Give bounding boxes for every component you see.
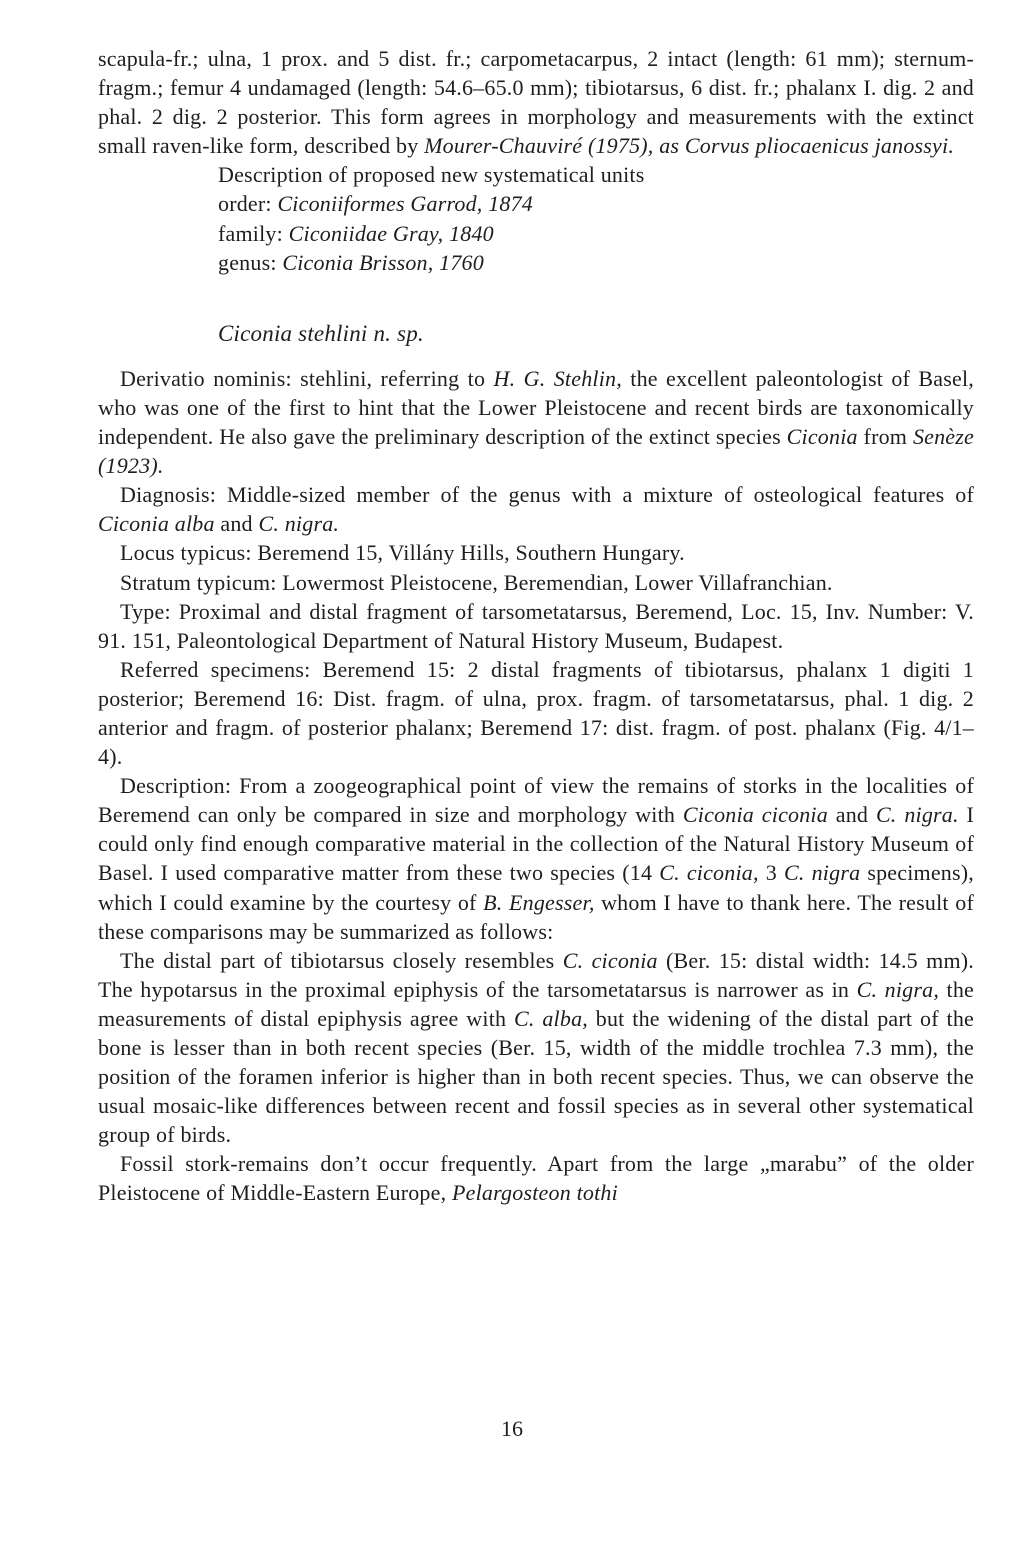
paragraph-intro	[98, 44, 974, 160]
text-run: but the widening of the distal part of the bone is lesser than in both recent species (Ber. 15, width of the middle trochlea 7.3 mm), the position of the foramen inferior is higher than in both recent species. Thus, we can observe the usual mosaic-like differences between recent and fossil species as in several other systematical group of birds.	[98, 1005, 974, 1148]
paragraph-distal	[98, 946, 974, 1150]
italic-run: Ciconia ciconia	[682, 802, 828, 828]
paragraph-stratum	[98, 568, 974, 597]
italic-run: C. nigra.	[258, 511, 340, 537]
systematics-block	[98, 160, 974, 276]
text-run: the measurements of distal epiphysis agree with	[98, 976, 974, 1031]
italic-run: C. ciconia,	[659, 860, 759, 886]
paragraph-fossil	[98, 1149, 974, 1207]
text-run: whom I have to thank here. The result of these comparisons may be summarized as follows:	[98, 889, 975, 944]
text-run: from	[857, 424, 913, 450]
species-heading: Ciconia stehlini n. sp.	[218, 320, 424, 346]
order-value: Ciconiiformes Garrod, 1874	[277, 191, 533, 217]
paragraph-type	[98, 597, 974, 655]
text-run: Locus typicus: Beremend 15, Villány Hills, Southern Hungary.	[120, 540, 685, 566]
systematics-heading: Description of proposed new systematical units	[218, 162, 645, 188]
text-run: Fossil stork-remains don’t occur frequently. Apart from the large „marabu” of the older Pleistocene of Middle-Eastern Europe,	[98, 1151, 974, 1206]
italic-run: C. nigra,	[856, 976, 940, 1002]
text-run: Description: From a zoogeographical point of view the remains of storks in the localities of Beremend can only be compared in size and morphology with	[98, 773, 974, 828]
genus-value: Ciconia Brisson, 1760	[282, 249, 484, 275]
systematics-order	[218, 189, 974, 218]
text-run: Referred specimens: Beremend 15: 2 distal fragments of tibiotarsus, phalanx 1 digiti 1 posterior; Beremend 16: Dist. fragm. of ulna, prox. fragm. of tarsometatarsus, phal. 1 dig. 2 anterior and fragm. of posterior phalanx; Beremend 17: dist. fragm. of post. phalanx (Fig. 4/1–4).	[98, 656, 974, 770]
italic-run: C. nigra.	[875, 802, 959, 828]
text-run: the excellent paleontologist of Basel, who was one of the first to hint that the Lower Pleistocene and recent birds are taxonomically independent. He also gave the preliminary description of the extinct species	[98, 365, 974, 450]
text-run: 3	[758, 860, 784, 886]
order-label: order:	[218, 191, 278, 217]
text-run: Derivatio nominis: stehlini, referring to	[120, 365, 494, 391]
italic-run: H. G. Stehlin,	[493, 365, 622, 391]
paragraph-referred	[98, 655, 974, 771]
italic-run: Pelargosteon tothi	[452, 1180, 618, 1206]
systematics-family	[218, 219, 974, 248]
italic-run: C. ciconia	[562, 947, 658, 973]
page-body	[98, 44, 974, 1208]
page-number: 16	[501, 1416, 523, 1441]
text-run: and	[214, 511, 259, 537]
text-run: Type: Proximal and distal fragment of tarsometatarsus, Beremend, Loc. 15, Inv. Number: V. 91. 151, Paleontological Department of Natural History Museum, Budapest.	[98, 598, 974, 653]
italic-run: C. nigra	[783, 860, 861, 886]
family-label: family:	[218, 220, 289, 246]
text-run: specimens), which I could examine by the courtesy of	[98, 860, 974, 915]
paragraph-description	[98, 771, 974, 946]
italic-run: Mourer-Chauviré (1975), as Corvus pliocaenicus janossyi.	[424, 133, 955, 159]
paragraph-diagnosis	[98, 480, 974, 538]
systematics-genus	[218, 248, 974, 277]
genus-label: genus:	[218, 249, 283, 275]
text-run: I could only find enough comparative material in the collection of the Natural History Museum of Basel. I used comparative matter from these two species (14	[98, 802, 975, 886]
paragraph-derivatio	[98, 364, 974, 480]
text-run: Stratum typicum: Lowermost Pleistocene, Beremendian, Lower Villafranchian.	[120, 569, 833, 595]
italic-run: C. alba,	[514, 1005, 588, 1031]
text-run: scapula-fr.; ulna, 1 prox. and 5 dist. fr.; carpometacarpus, 2 intact (length: 61 mm); sternum-fragm.; femur 4 undamaged (length: 54.6–65.0 mm); tibiotarsus, 6 dist. fr.; phalanx I. dig. 2 and phal. 2 dig. 2 posterior. This form agrees in morphology and measurements with the extinct small raven-like form, described by	[98, 46, 974, 159]
italic-run: Senèze (1923).	[98, 424, 974, 479]
text-run: and	[827, 802, 876, 828]
italic-run: B. Engesser,	[483, 889, 595, 915]
paragraph-locus	[98, 538, 974, 567]
text-run: Diagnosis: Middle-sized member of the genus with a mixture of osteological features of	[120, 482, 974, 508]
italic-run: Ciconia	[786, 424, 858, 450]
italic-run: Ciconia alba	[98, 511, 215, 537]
text-run: (Ber. 15: distal width: 14.5 mm). The hypotarsus in the proximal epiphysis of the tarsometatarsus is narrower as in	[98, 947, 974, 1002]
text-run: The distal part of tibiotarsus closely resembles	[120, 947, 563, 973]
family-value: Ciconiidae Gray, 1840	[288, 220, 494, 246]
